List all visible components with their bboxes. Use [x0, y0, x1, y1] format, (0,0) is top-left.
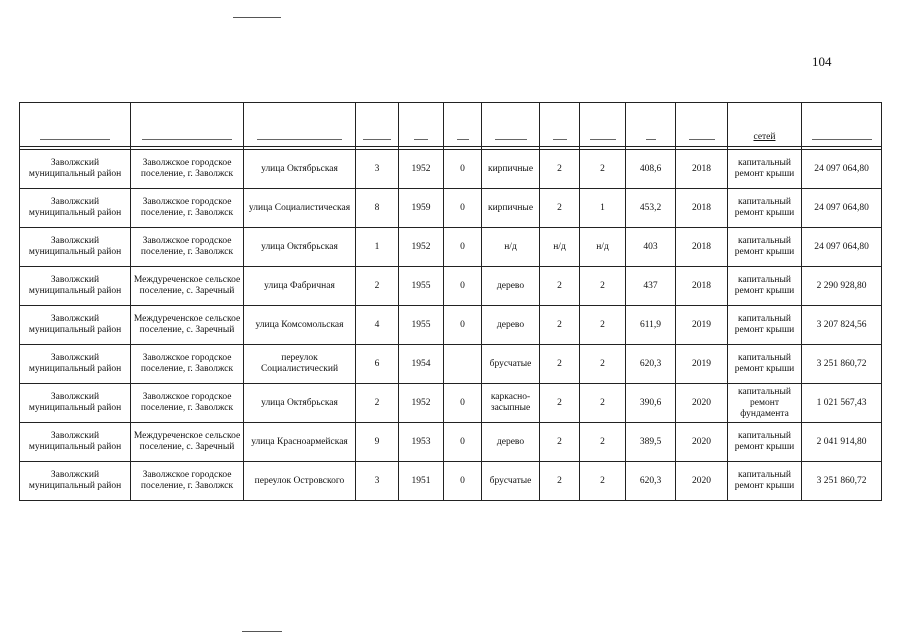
house-number-cell: 6: [356, 345, 399, 384]
wall-material-cell: дерево: [482, 306, 540, 345]
cost-cell: 2 290 928,80: [802, 267, 882, 306]
column-8-cell: 2: [540, 423, 580, 462]
work-type-cell: капитальный ремонт крыши: [728, 228, 802, 267]
area-cell: 403: [626, 228, 676, 267]
street-cell: улица Комсомольская: [244, 306, 356, 345]
column-9-cell: 1: [580, 189, 626, 228]
column-8-cell: 2: [540, 345, 580, 384]
plan-year-cell: 2019: [676, 306, 728, 345]
column-6-cell: 0: [444, 423, 482, 462]
settlement-cell: Междуреченское сельское поселение, с. Заречный: [131, 423, 244, 462]
street-cell: переулок Социалистический: [244, 345, 356, 384]
street-cell: улица Октябрьская: [244, 150, 356, 189]
column-8-cell: 2: [540, 462, 580, 501]
street-cell: улица Октябрьская: [244, 228, 356, 267]
cost-cell: 1 021 567,43: [802, 384, 882, 423]
work-type-cell: капитальный ремонт фундамента: [728, 384, 802, 423]
work-type-cell: капитальный ремонт крыши: [728, 306, 802, 345]
house-number-cell: 2: [356, 384, 399, 423]
column-6-cell: 0: [444, 267, 482, 306]
header-cell: [244, 103, 356, 147]
header-cell: [356, 103, 399, 147]
column-6-cell: 0: [444, 228, 482, 267]
column-8-cell: 2: [540, 306, 580, 345]
street-cell: переулок Островского: [244, 462, 356, 501]
settlement-cell: Заволжское городское поселение, г. Заволжск: [131, 150, 244, 189]
wall-material-cell: кирпичные: [482, 189, 540, 228]
wall-material-cell: дерево: [482, 267, 540, 306]
wall-material-cell: каркасно-засыпные: [482, 384, 540, 423]
work-type-cell: капитальный ремонт крыши: [728, 267, 802, 306]
table-row: [20, 306, 882, 345]
table-row: [20, 267, 882, 306]
district-cell: Заволжский муниципальный район: [20, 462, 131, 501]
settlement-cell: Междуреченское сельское поселение, с. Заречный: [131, 306, 244, 345]
header-cell: [580, 103, 626, 147]
settlement-cell: Заволжское городское поселение, г. Заволжск: [131, 228, 244, 267]
column-8-cell: 2: [540, 189, 580, 228]
table-row: [20, 189, 882, 228]
street-cell: улица Фабричная: [244, 267, 356, 306]
cost-cell: 24 097 064,80: [802, 150, 882, 189]
table-row: [20, 228, 882, 267]
column-6-cell: 0: [444, 150, 482, 189]
district-cell: Заволжский муниципальный район: [20, 189, 131, 228]
build-year-cell: 1952: [399, 384, 444, 423]
district-cell: Заволжский муниципальный район: [20, 384, 131, 423]
cost-cell: 3 251 860,72: [802, 462, 882, 501]
column-6-cell: 0: [444, 189, 482, 228]
column-9-cell: 2: [580, 462, 626, 501]
header-cell: [728, 103, 802, 147]
area-cell: 620,3: [626, 462, 676, 501]
build-year-cell: 1959: [399, 189, 444, 228]
wall-material-cell: дерево: [482, 423, 540, 462]
area-cell: 453,2: [626, 189, 676, 228]
column-9-cell: 2: [580, 150, 626, 189]
plan-year-cell: 2018: [676, 228, 728, 267]
table-row: [20, 462, 882, 501]
header-cell: [626, 103, 676, 147]
district-cell: Заволжский муниципальный район: [20, 345, 131, 384]
area-cell: 611,9: [626, 306, 676, 345]
district-cell: Заволжский муниципальный район: [20, 423, 131, 462]
settlement-cell: Междуреченское сельское поселение, с. Заречный: [131, 267, 244, 306]
area-cell: 437: [626, 267, 676, 306]
plan-year-cell: 2018: [676, 267, 728, 306]
settlement-cell: Заволжское городское поселение, г. Заволжск: [131, 384, 244, 423]
table-row: [20, 345, 882, 384]
column-9-cell: 2: [580, 345, 626, 384]
header-cell: [802, 103, 882, 147]
cost-cell: 3 207 824,56: [802, 306, 882, 345]
build-year-cell: 1954: [399, 345, 444, 384]
header-cell: [676, 103, 728, 147]
house-number-cell: 3: [356, 150, 399, 189]
scan-artifact-bottom: [242, 631, 282, 632]
plan-year-cell: 2019: [676, 345, 728, 384]
column-6-cell: [444, 345, 482, 384]
street-cell: улица Красноармейская: [244, 423, 356, 462]
house-number-cell: 9: [356, 423, 399, 462]
work-type-cell: капитальный ремонт крыши: [728, 189, 802, 228]
work-type-cell: капитальный ремонт крыши: [728, 462, 802, 501]
header-cell: [482, 103, 540, 147]
header-cell: [540, 103, 580, 147]
house-number-cell: 3: [356, 462, 399, 501]
plan-year-cell: 2018: [676, 150, 728, 189]
page-number: 104: [812, 54, 832, 69]
district-cell: Заволжский муниципальный район: [20, 267, 131, 306]
district-cell: Заволжский муниципальный район: [20, 306, 131, 345]
plan-year-cell: 2018: [676, 189, 728, 228]
header-cell: [20, 103, 131, 147]
header-networks-label: сетей: [753, 132, 776, 142]
column-6-cell: 0: [444, 306, 482, 345]
cost-cell: 24 097 064,80: [802, 228, 882, 267]
house-number-cell: 1: [356, 228, 399, 267]
wall-material-cell: брусчатые: [482, 345, 540, 384]
street-cell: улица Октябрьская: [244, 384, 356, 423]
build-year-cell: 1955: [399, 306, 444, 345]
wall-material-cell: кирпичные: [482, 150, 540, 189]
table-row: [20, 150, 882, 189]
build-year-cell: 1952: [399, 150, 444, 189]
area-cell: 389,5: [626, 423, 676, 462]
build-year-cell: 1953: [399, 423, 444, 462]
build-year-cell: 1952: [399, 228, 444, 267]
column-9-cell: 2: [580, 306, 626, 345]
plan-year-cell: 2020: [676, 423, 728, 462]
plan-year-cell: 2020: [676, 384, 728, 423]
area-cell: 620,3: [626, 345, 676, 384]
header-cell: [399, 103, 444, 147]
wall-material-cell: н/д: [482, 228, 540, 267]
house-number-cell: 4: [356, 306, 399, 345]
wall-material-cell: брусчатые: [482, 462, 540, 501]
column-6-cell: 0: [444, 462, 482, 501]
header-cell: [131, 103, 244, 147]
table-header-row: [20, 103, 882, 147]
header-cell: [444, 103, 482, 147]
column-6-cell: 0: [444, 384, 482, 423]
settlement-cell: Заволжское городское поселение, г. Заволжск: [131, 189, 244, 228]
house-number-cell: 2: [356, 267, 399, 306]
table-row: [20, 423, 882, 462]
area-cell: 390,6: [626, 384, 676, 423]
area-cell: 408,6: [626, 150, 676, 189]
housing-repair-table: [19, 102, 882, 501]
cost-cell: 3 251 860,72: [802, 345, 882, 384]
column-9-cell: 2: [580, 267, 626, 306]
column-8-cell: 2: [540, 150, 580, 189]
column-9-cell: н/д: [580, 228, 626, 267]
build-year-cell: 1951: [399, 462, 444, 501]
work-type-cell: капитальный ремонт крыши: [728, 423, 802, 462]
settlement-cell: Заволжское городское поселение, г. Заволжск: [131, 345, 244, 384]
column-8-cell: 2: [540, 267, 580, 306]
build-year-cell: 1955: [399, 267, 444, 306]
settlement-cell: Заволжское городское поселение, г. Заволжск: [131, 462, 244, 501]
cost-cell: 2 041 914,80: [802, 423, 882, 462]
district-cell: Заволжский муниципальный район: [20, 150, 131, 189]
table-row: [20, 384, 882, 423]
cost-cell: 24 097 064,80: [802, 189, 882, 228]
column-9-cell: 2: [580, 384, 626, 423]
work-type-cell: капитальный ремонт крыши: [728, 150, 802, 189]
house-number-cell: 8: [356, 189, 399, 228]
plan-year-cell: 2020: [676, 462, 728, 501]
column-8-cell: н/д: [540, 228, 580, 267]
column-8-cell: 2: [540, 384, 580, 423]
column-9-cell: 2: [580, 423, 626, 462]
street-cell: улица Социалистическая: [244, 189, 356, 228]
district-cell: Заволжский муниципальный район: [20, 228, 131, 267]
work-type-cell: капитальный ремонт крыши: [728, 345, 802, 384]
scan-artifact-top: [233, 17, 281, 18]
